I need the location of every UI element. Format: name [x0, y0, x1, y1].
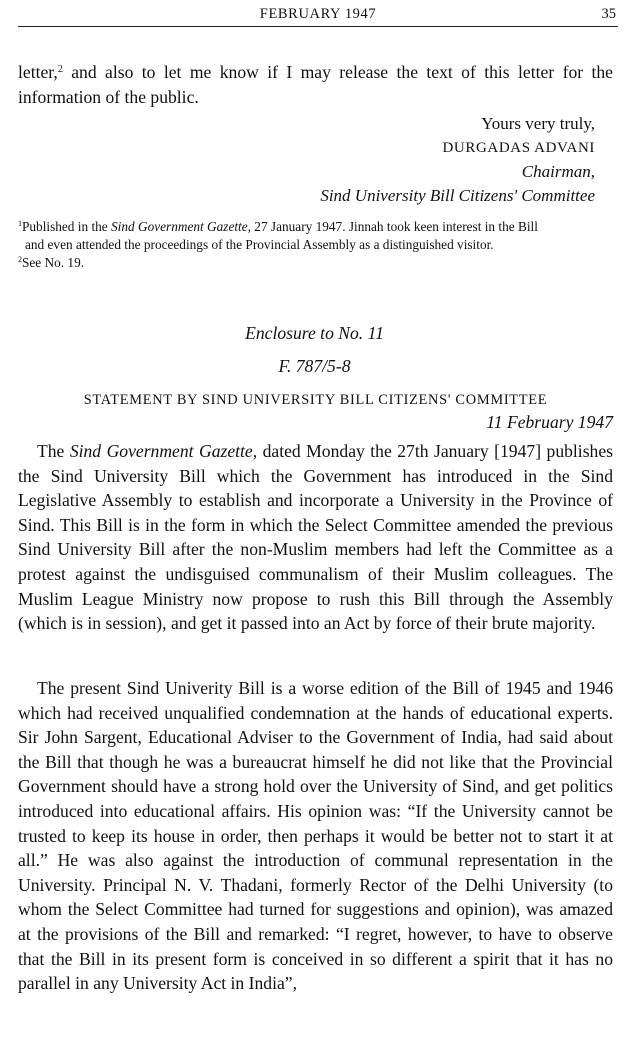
header-title: FEBRUARY 1947 [259, 6, 377, 22]
footnote-1-gazette: Sind Government Gazette, [111, 219, 251, 234]
paragraph-2-text: The present Sind Univerity Bill is a worse edition of the Bill of 1945 and 1946 which had received unqualified condemnation at the hands of educational experts. Sir John Sargent, Educational Adviser to the Government of India, had said about the Bill that though he was a bureaucrat himself he did not like that the Provincial Government should have a strong hold over the University of Sind, and get politics introduced into educational affairs. His opinion was: “If the University cannot be trusted to keep its house in order, then perhaps it would be better not to start it at all.” He was also against the introduction of communal representation in the University. Principal N. V. Thadani, formerly Rector of the Delhi University (to whom the Select Committee had turned for suggestions and opinion), was amazed at the provisions of the Bill and remarked: “I regret, however, to have to observe that the Bill in its present form is conceived in so different a spirit that it has no parallel in any University Act in India”, [18, 678, 613, 994]
page-number: 35 [601, 6, 616, 22]
running-head [18, 4, 618, 27]
footnote-1-post: 27 January 1947. Jinnah took keen interest in the Bill [250, 219, 538, 234]
signature-name: DURGADAS ADVANI [442, 140, 595, 156]
signature-organization: Sind University Bill Citizens' Committee [320, 186, 595, 205]
footnote-1-pre: Published in the [22, 219, 112, 234]
signature-title: Chairman, [521, 162, 595, 181]
opening-text-start: letter, [18, 62, 58, 82]
footnotes [18, 218, 618, 273]
footnote-1 [18, 218, 618, 236]
opening-text-rest: and also to let me know if I may release the text of this letter for the information of the public. [18, 62, 613, 107]
statement-date: 11 February 1947 [486, 412, 613, 432]
footnote-marker-2: 2 [18, 255, 22, 265]
statement-title: STATEMENT BY SIND UNIVERSITY BILL CITIZENS' COMMITTEE [83, 392, 548, 408]
opening-paragraph [18, 60, 613, 109]
paragraph-1-rest: dated Monday the 27th January [1947] publishes the Sind University Bill which the Government has introduced in the Sind Legislative Assembly to establish and incorporate a University in the Province of Sind. This Bill is in the form in which the Select Committee amended the previous Sind University Bill after the non-Muslim members had left the Committee as a protest against the undisguised communalism of their Muslim colleagues. The Muslim League Ministry now propose to rush this Bill through the Assembly (which is in session), and get it passed into an Act by force of their brute majority. [18, 441, 613, 634]
signature-block [320, 112, 595, 208]
footnote-marker-1: 1 [18, 219, 22, 228]
paragraph-1-gazette: Sind Government Gazette, [69, 441, 258, 461]
footnote-1-continuation: and even attended the proceedings of the Provincial Assembly as a distinguished visitor. [25, 237, 494, 253]
footnote-ref-2: 2 [57, 64, 63, 75]
signature-closing: Yours very truly, [481, 114, 595, 133]
paragraph-1 [18, 439, 613, 636]
enclosure-heading: Enclosure to No. 11 [245, 323, 384, 343]
paragraph-2 [18, 676, 613, 996]
file-reference: F. 787/5-8 [278, 356, 351, 376]
paragraph-1-start: The [37, 441, 70, 461]
footnote-2-text: See No. 19. [22, 255, 85, 271]
footnote-2 [18, 254, 618, 272]
